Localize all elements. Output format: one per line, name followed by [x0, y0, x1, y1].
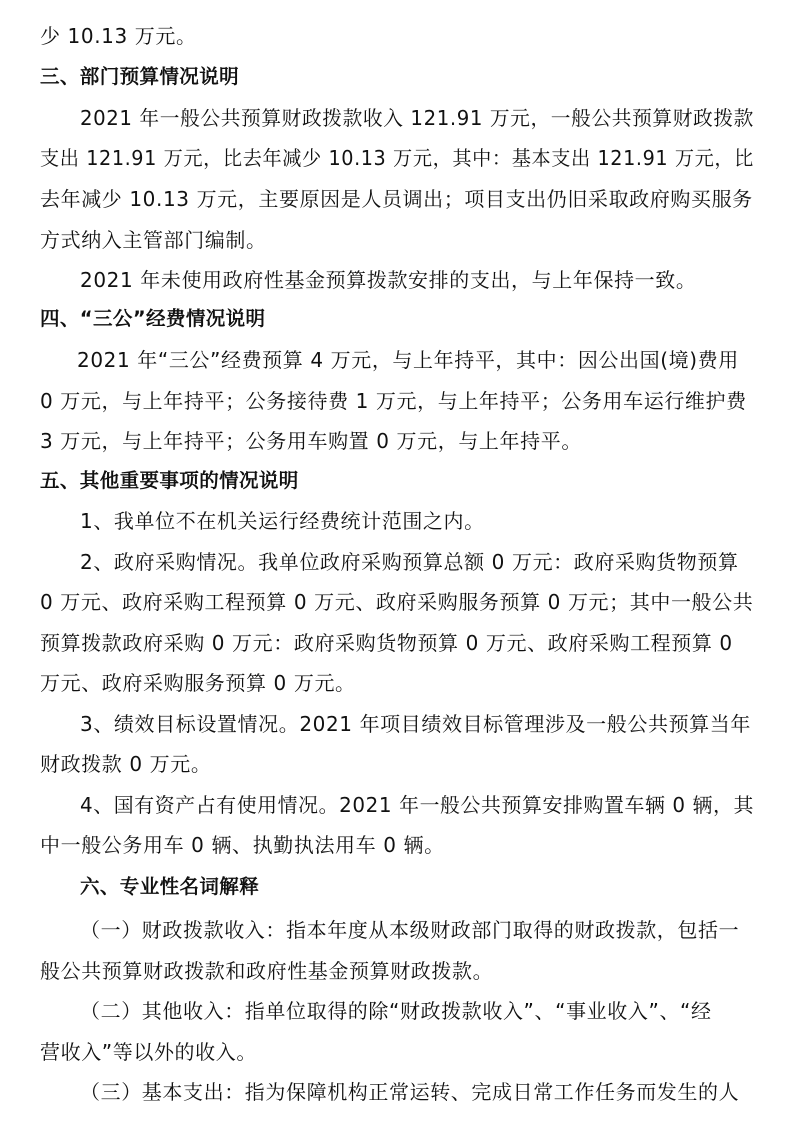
- text-line: 0 万元、政府采购工程预算 0 万元、政府采购服务预算 0 万元；其中一般公共: [40, 590, 754, 614]
- text-line: 方式纳入主管部门编制。: [40, 228, 267, 252]
- section-heading: 六、专业性名词解释: [80, 875, 260, 898]
- section-heading: 三、部门预算情况说明: [40, 65, 240, 88]
- text-line: 2021 年未使用政府性基金预算拨款安排的支出，与上年保持一致。: [80, 268, 697, 292]
- text-line: （三）基本支出：指为保障机构正常运转、完成日常工作任务而发生的人: [80, 1080, 740, 1104]
- section-heading: 四、“三公”经费情况说明: [40, 307, 266, 330]
- text-line: 0 万元，与上年持平；公务接待费 1 万元，与上年持平；公务用车运行维护费: [40, 389, 747, 413]
- text-line: 3、绩效目标设置情况。2021 年项目绩效目标管理涉及一般公共预算当年: [80, 712, 751, 736]
- text-line: 2021 年一般公共预算财政拨款收入 121.91 万元，一般公共预算财政拨款: [80, 106, 754, 130]
- text-line: 般公共预算财政拨款和政府性基金预算财政拨款。: [40, 959, 494, 983]
- text-line: 支出 121.91 万元，比去年减少 10.13 万元，其中：基本支出 121.91 万元，比: [40, 146, 754, 170]
- text-line: 预算拨款政府采购 0 万元：政府采购货物预算 0 万元、政府采购工程预算 0: [40, 631, 733, 655]
- text-line: 中一般公务用车 0 辆、执勤执法用车 0 辆。: [40, 833, 445, 857]
- section-heading: 五、其他重要事项的情况说明: [40, 469, 299, 492]
- text-line: （一）财政拨款收入：指本年度从本级财政部门取得的财政拨款，包括一: [80, 918, 740, 942]
- text-line: 2、政府采购情况。我单位政府采购预算总额 0 万元：政府采购货物预算: [80, 550, 739, 574]
- text-line: （二）其他收入：指单位取得的除“财政拨款收入”、“事业收入”、“经: [80, 999, 712, 1023]
- text-line: 1、我单位不在机关运行经费统计范围之内。: [80, 509, 485, 533]
- text-line: 少 10.13 万元。: [40, 24, 197, 48]
- text-line: 财政拨款 0 万元。: [40, 752, 212, 776]
- text-line: 4、国有资产占有使用情况。2021 年一般公共预算安排购置车辆 0 辆，其: [80, 793, 755, 817]
- text-line: 营收入”等以外的收入。: [40, 1040, 257, 1064]
- text-line: 3 万元，与上年持平；公务用车购置 0 万元，与上年持平。: [40, 429, 582, 453]
- text-line: 2021 年“三公”经费预算 4 万元，与上年持平，其中：因公出国(境)费用: [77, 348, 739, 372]
- text-line: 去年减少 10.13 万元，主要原因是人员调出；项目支出仍旧采取政府购买服务: [40, 187, 753, 211]
- text-line: 万元、政府采购服务预算 0 万元。: [40, 671, 356, 695]
